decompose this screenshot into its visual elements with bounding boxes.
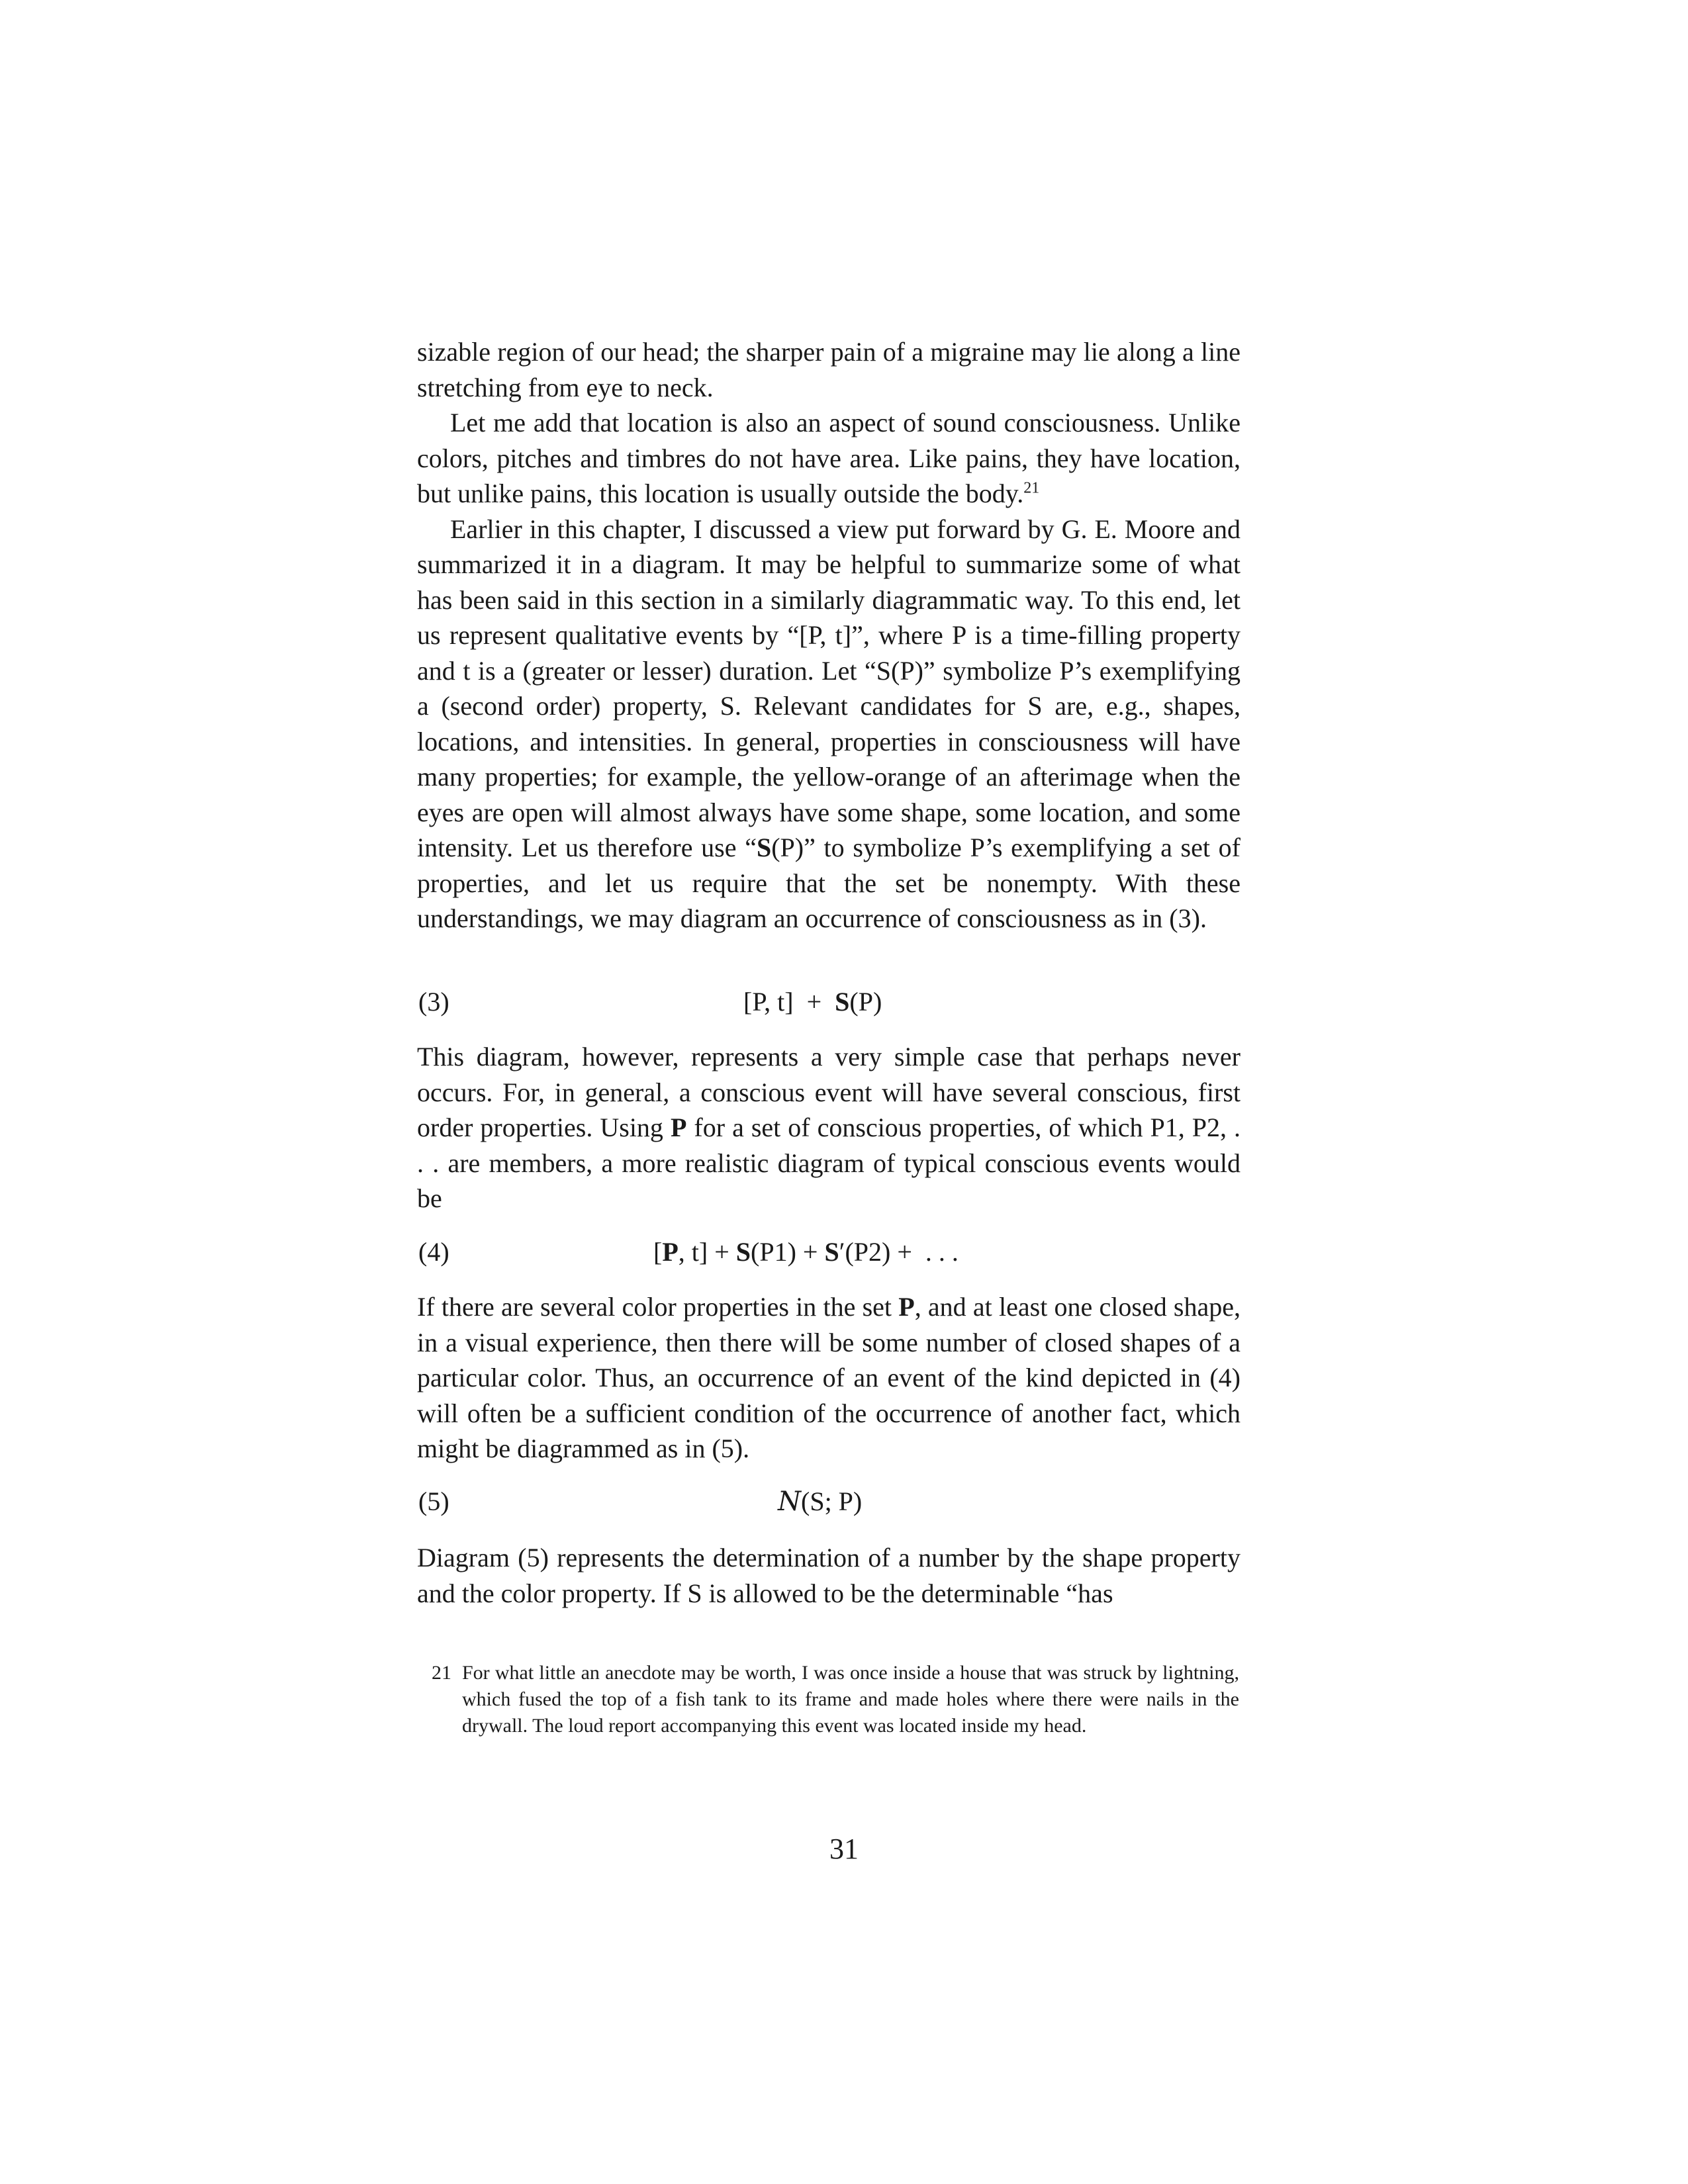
paragraph-6: Diagram (5) represents the determination of a number by the shape property and the color property. If S is allowed to be the determinable “has [417, 1543, 1241, 1608]
equation-4-number: (4) [418, 1237, 449, 1267]
text-block-middle [417, 1039, 1241, 1216]
paragraph-2 [417, 405, 1241, 512]
text-block-lower [417, 1289, 1241, 1467]
footnote-text: For what little an anecdote may be worth, I was once inside a house that was struck by lightning, which fused the top of a fish tank to its frame and made holes where there were nails in the drywall. The loud report accompanying this event was located inside my head. [462, 1662, 1239, 1737]
paragraph-1: sizable region of our head; the sharper pain of a migraine may lie along a line stretching from eye to neck. [417, 337, 1241, 402]
equation-4-part-a: [ [653, 1237, 663, 1267]
paragraph-4-part2: for a set of conscious properties, of which P1, P2, . . . are members, a more realistic diagram of typical conscious events would be [417, 1113, 1241, 1213]
equation-4-bold-s2: S [824, 1237, 839, 1267]
footnote-ref-21[interactable]: 21 [1023, 479, 1040, 497]
equation-4-part-e: (P1) + [751, 1237, 825, 1267]
equation-4 [417, 1236, 1241, 1276]
equation-4-bold-s1: S [735, 1237, 751, 1267]
equation-5-calligraphic-n: N [778, 1486, 801, 1517]
paragraph-3-part2: (P)” to symbolize P’s exemplifying a set of properties, and let us require that the set be nonempty. With these understandings, we may diagram an occurrence of consciousness as in (3). [417, 833, 1241, 933]
paragraph-3-bold-s: S [756, 833, 772, 862]
footnote-number: 21 [432, 1662, 451, 1684]
text-block-top [417, 334, 1241, 936]
paragraph-3 [417, 512, 1241, 936]
equation-4-part-c: , t] + [678, 1237, 736, 1267]
equation-4-bold-p: P [662, 1237, 679, 1267]
paragraph-2-text: Let me add that location is also an aspect of sound consciousness. Unlike colors, pitches and timbres do not have area. Like pains, they have location, but unlike pains, this location is usually outside the body. [417, 408, 1241, 508]
paragraph-5-part1: If there are several color properties in the set [417, 1292, 899, 1322]
equation-5-number: (5) [418, 1486, 449, 1516]
equation-4-part-g: ′(P2) + . . . [839, 1237, 959, 1267]
paragraph-5-bold-p: P [898, 1292, 915, 1322]
equation-3-body [743, 986, 882, 1017]
page-number: 31 [829, 1833, 859, 1865]
equation-4-body [653, 1236, 959, 1267]
text-block-bottom [417, 1540, 1241, 1611]
paragraph-4-part1: This diagram, however, represents a very simple case that perhaps never occurs. For, in general, a conscious event will have several conscious, first order properties. Using [417, 1042, 1241, 1142]
equation-5-part-b: (S; P) [801, 1486, 863, 1516]
footnote-21 [432, 1660, 1239, 1739]
equation-3-part-a: [P, t] + [743, 987, 835, 1017]
paragraph-3-part1: Earlier in this chapter, I discussed a view put forward by G. E. Moore and summarized it in a diagram. It may be helpful to summarize some of what has been said in this section in a similarly diagrammatic way. To this end, let us represent qualitative events by “[P, t]”, where P is a time-filling property and t is a (greater or lesser) duration. Let “S(P)” symbolize P’s exemplifying a (second order) property, S. Relevant candidates for S are, e.g., shapes, locations, and intensities. In general, properties in consciousness will have many properties; for example, the yellow-orange of an afterimage when the eyes are open will almost always have some shape, some location, and some intensity. Let us therefore use “ [417, 514, 1241, 862]
equation-3-bold-s: S [835, 987, 850, 1017]
equation-5 [417, 1486, 1241, 1525]
equation-3 [417, 986, 1241, 1026]
paragraph-4 [417, 1039, 1241, 1216]
equation-3-number: (3) [418, 987, 449, 1017]
paragraph-4-bold-p: P [670, 1113, 687, 1142]
equation-3-part-c: (P) [849, 987, 882, 1017]
equation-5-body [778, 1486, 862, 1517]
paragraph-5 [417, 1289, 1241, 1467]
paragraph-5-part2: , and at least one closed shape, in a visual experience, then there will be some number of closed shapes of a particular color. Thus, an occurrence of an event of the kind depicted in (4) will often be a sufficient condition of the occurrence of another fact, which might be diagrammed as in (5). [417, 1292, 1241, 1463]
